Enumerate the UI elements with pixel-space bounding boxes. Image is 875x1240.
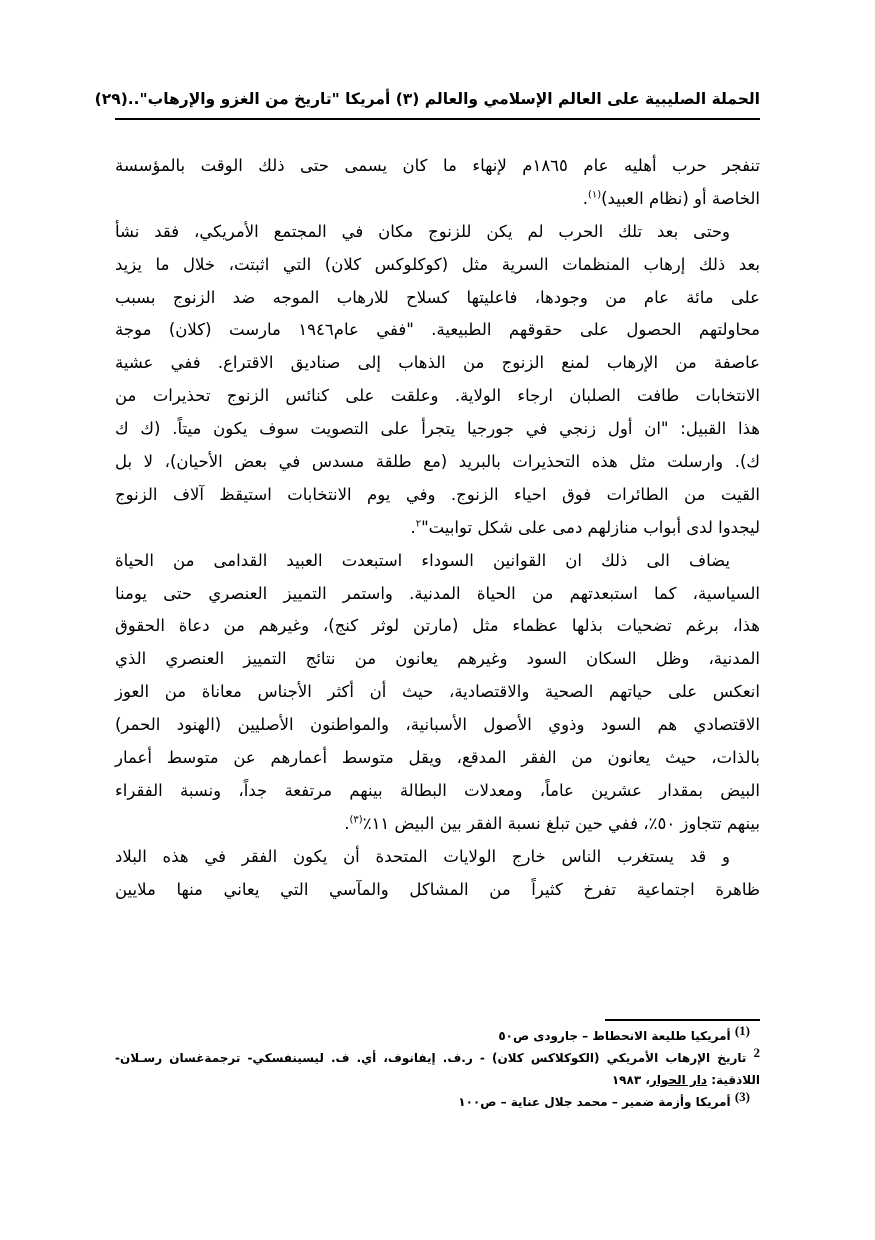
line-text: البيض بمقدار عشرين عاماً، ومعدلات البطالة بينهم مرتفعة جداً، ونسبة الفقراء bbox=[115, 780, 760, 800]
text-line bbox=[115, 775, 760, 808]
text-line bbox=[115, 216, 760, 249]
text-line bbox=[115, 413, 760, 446]
text-line bbox=[115, 676, 760, 709]
footnote-reference: (١) bbox=[587, 189, 602, 201]
line-text: على مائة عام من وجودها، فاعليتها كسلاح للارهاب الموجه ضد الزنوج بسبب bbox=[115, 287, 760, 307]
line-text: عاصفة من الإرهاب لمنع الزنوج من الذهاب إلى صناديق الاقتراع. ففي عشية bbox=[115, 353, 760, 373]
footnote-year: ، ١٩٨٣ bbox=[611, 1073, 650, 1087]
text-line bbox=[115, 643, 760, 676]
page-number: (٢٩) bbox=[94, 90, 128, 108]
footnote-2 bbox=[115, 1047, 760, 1069]
punctuation: . bbox=[410, 517, 416, 537]
footnote-2-continuation bbox=[115, 1069, 760, 1091]
line-text: هذا، برغم تضحيات بذلها عظماء مثل (مارتن لوثر كنج)، وغيرهم من دعاة الحقوق bbox=[115, 616, 760, 636]
line-text: يضاف الى ذلك ان القوانين السوداء استبعدت العبيد القدامى من الحياة bbox=[115, 550, 730, 570]
punctuation: . bbox=[582, 188, 588, 208]
header-title: الحملة الصليبية على العالم الإسلامي والعالم (٣) أمريكا "تاريخ من الغزو والإرهاب".. bbox=[127, 90, 760, 108]
line-text: الاقتصادي هم السود وذوي الأصول الأسبانية، والمواطنون الأصليين (الهنود الحمر) bbox=[115, 715, 760, 735]
footnote-number: (1) bbox=[734, 1023, 750, 1038]
text-line bbox=[115, 282, 760, 315]
footnote-reference: (٣) bbox=[349, 814, 363, 826]
footnote-number: 2 bbox=[753, 1045, 760, 1060]
text-line bbox=[115, 347, 760, 380]
text-line bbox=[115, 545, 760, 578]
line-text: بالذات، حيث يعانون من الفقر المدقع، ويقل متوسط أعمارهم عن متوسط أعمار bbox=[115, 748, 760, 768]
footnote-text: تاريخ الإرهاب الأمريكي (الكوكلاكس كلان) - ر.ف. إيفانوف، أي. ف. ليسينفسكي- ترجمةغسان رسـلان- bbox=[115, 1051, 747, 1065]
text-line bbox=[115, 512, 760, 545]
punctuation: . bbox=[344, 813, 350, 833]
line-text: تنفجر حرب أهليه عام ١٨٦٥م لإنهاء ما كان يسمى حتى ذلك الوقت بالمؤسسة bbox=[115, 156, 760, 175]
text-line bbox=[115, 249, 760, 282]
text-line bbox=[115, 314, 760, 347]
text-line bbox=[115, 841, 760, 874]
line-text: الانتخابات طافت الصلبان ارجاء الولاية. وعلقت على كنائس الزنوج تحذيرات من bbox=[115, 386, 760, 406]
footnote-publisher: دار الحوار bbox=[649, 1073, 708, 1087]
line-text: ك). وارسلت مثل هذه التحذيرات بالبريد (مع طلقة مسدس في بعض الأحيان)، لا بل bbox=[115, 452, 760, 472]
text-line bbox=[115, 183, 760, 216]
line-text: هذا القبيل: "ان أول زنجي في جورجيا يتجرأ على التصويت سوف يكون ميتاً. (ك ك bbox=[115, 419, 760, 439]
footnote-3 bbox=[115, 1091, 760, 1113]
footnote-text: أمريكا وأزمة ضمير – محمد جلال عناية – ص١٠٠ bbox=[458, 1095, 731, 1109]
running-header bbox=[94, 90, 760, 108]
text-line bbox=[115, 446, 760, 479]
text-line bbox=[115, 808, 760, 841]
text-line bbox=[115, 709, 760, 742]
line-text: ظاهرة اجتماعية تفرخ كثيراً من المشاكل والمآسي التي يعاني منها ملايين bbox=[115, 879, 760, 899]
footnote-reference: ٢ bbox=[415, 518, 422, 530]
line-text: وحتى بعد تلك الحرب لم يكن للزنوج مكان في المجتمع الأمريكي، فقد نشأ bbox=[115, 221, 730, 241]
line-text: بعد ذلك إرهاب المنظمات السرية مثل (كوكلوكس كلان) التي اثبتت، خلال ما يزيد bbox=[115, 254, 760, 274]
line-text: بينهم تتجاوز ٥٠٪، ففي حين تبلغ نسبة الفقر بين البيض ١١٪ bbox=[362, 813, 760, 833]
text-line bbox=[115, 578, 760, 611]
body-text bbox=[115, 150, 760, 906]
text-line bbox=[115, 150, 760, 183]
footnote-number: (3) bbox=[734, 1089, 750, 1104]
line-text: انعكس على حياتهم الصحية والاقتصادية، حيث أن أكثر الأجناس معاناة من العوز bbox=[115, 682, 760, 702]
footnote-text: أمريكيا طليعة الانحطاط – جارودى ص٥٠ bbox=[498, 1029, 731, 1043]
line-text: السياسية، كما استبعدتهم من الحياة المدنية. واستمر التمييز العنصري حتى يومنا bbox=[115, 583, 760, 603]
line-text: ليجدوا لدى أبواب منازلهم دمى على شكل توابيت" bbox=[421, 517, 760, 537]
line-text: المدنية، وظل السكان السود وغيرهم يعانون من نتائج التمييز العنصري الذي bbox=[115, 649, 760, 669]
text-line bbox=[115, 479, 760, 512]
text-line bbox=[115, 380, 760, 413]
footnote-separator bbox=[605, 1019, 760, 1021]
text-line bbox=[115, 610, 760, 643]
header-rule bbox=[115, 118, 760, 120]
footnotes bbox=[115, 1025, 760, 1113]
line-text: محاولتهم الحصول على حقوقهم الطبيعية. "ففي عام١٩٤٦ مارست (كلان) موجة bbox=[115, 320, 760, 340]
line-text: الخاصة أو (نظام العبيد) bbox=[601, 188, 760, 208]
line-text: القيت من الطائرات فوق احياء الزنوج. وفي يوم الانتخابات استيقظ آلاف الزنوج bbox=[115, 484, 760, 504]
line-text: و قد يستغرب الناس خارج الولايات المتحدة أن يكون الفقر في هذه البلاد bbox=[115, 846, 730, 866]
text-line bbox=[115, 874, 760, 907]
text-line bbox=[115, 742, 760, 775]
footnote-place: اللاذقية: bbox=[711, 1073, 760, 1087]
footnote-1 bbox=[115, 1025, 760, 1047]
